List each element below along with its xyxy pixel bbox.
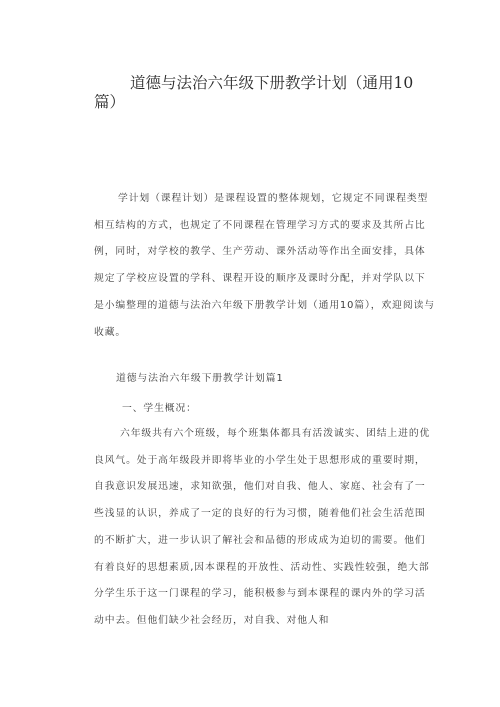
document-title: 道德与法治六年级下册教学计划（通用10篇） (94, 74, 414, 111)
section-heading: 道德与法治六年级下册教学计划篇1 (116, 373, 284, 384)
body-paragraph: 六年级共有六个班级，每个班集体都具有活泼诚实、团结上进的优良风气。处于高年级段并即将毕业的小学生处于思想形成的重要时期，自我意识发展迅速，求知欲强，他们对自我、他人、家庭、社会有了一些浅显的认识，养成了一定的良好的行为习惯，随着他们社会生活范围的不断扩大，进一步认识了解社会和品德的形成成为迫切的需要。他们有着良好的思想素质,因本课程的开放性、活动性、实践性较强，绝大部分学生乐于这一门课程的学习，能积极参与到本课程的课内外的学习活动中去。但他们缺少社会经历，对自我、对他人和 (94, 428, 431, 626)
subsection-heading: 一、学生概况： (122, 403, 197, 414)
intro-paragraph: 学计划（课程计划）是课程设置的整体规划，它规定不同课程类型相互结构的方式，也规定了不同课程在管理学习方式的要求及其所占比例，同时，对学校的教学、生产劳动、课外活动等作出全面安排，具体规定了学校应设置的学科、课程开设的顺序及课时分配，并对学队以下是小编整理的道德与法治六年级下册教学计划（通用10篇），欢迎阅读与收藏。 (94, 193, 435, 338)
